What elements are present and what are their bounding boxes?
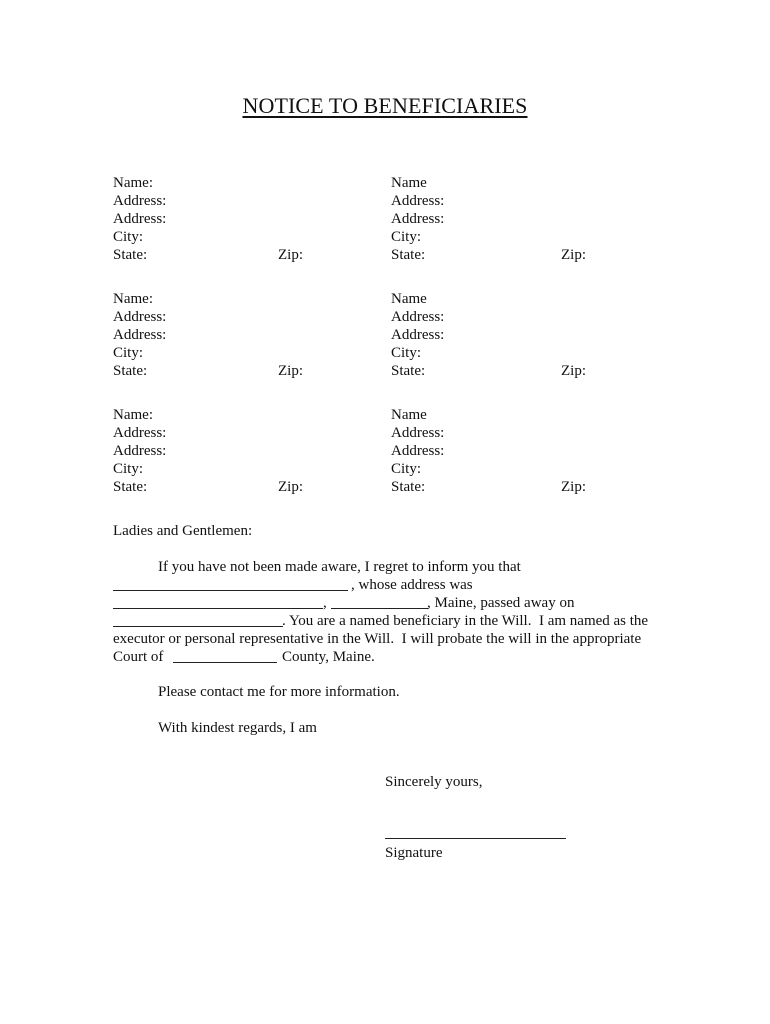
recipient-3-address2-label: Address: bbox=[113, 327, 167, 343]
recipient-1-state-label: State: bbox=[113, 247, 148, 263]
county-blank[interactable] bbox=[173, 662, 277, 663]
recipient-6-address2-label: Address: bbox=[391, 443, 445, 459]
recipient-2-zip-label: Zip: bbox=[561, 247, 586, 263]
recipient-5-name-label: Name: bbox=[113, 407, 153, 423]
city-blank[interactable] bbox=[331, 608, 428, 609]
paragraph-1-line-6-court: Court of bbox=[113, 649, 164, 665]
signature-label: Signature bbox=[385, 845, 443, 861]
recipient-1-name-label: Name: bbox=[113, 175, 153, 191]
recipient-1-city-label: City: bbox=[113, 229, 144, 245]
recipient-3-zip-label: Zip: bbox=[278, 363, 303, 379]
recipient-4-name-label: Name bbox=[391, 291, 427, 307]
recipient-4-city-label: City: bbox=[391, 345, 422, 361]
recipient-5-zip-label: Zip: bbox=[278, 479, 303, 495]
paragraph-2: Please contact me for more information. bbox=[158, 684, 400, 700]
recipient-4-address-label: Address: bbox=[391, 309, 445, 325]
recipient-1-zip-label: Zip: bbox=[278, 247, 303, 263]
recipient-4-address2-label: Address: bbox=[391, 327, 445, 343]
paragraph-1-line-3-comma: , bbox=[323, 595, 327, 611]
recipient-5-state-label: State: bbox=[113, 479, 148, 495]
paragraph-1-line-5: executor or personal representative in the Will. I will probate the will in the appropriate bbox=[113, 631, 642, 647]
recipient-2-city-label: City: bbox=[391, 229, 422, 245]
recipient-5-address-label: Address: bbox=[113, 425, 167, 441]
recipient-3-address-label: Address: bbox=[113, 309, 167, 325]
closing: Sincerely yours, bbox=[385, 774, 483, 790]
recipient-5-city-label: City: bbox=[113, 461, 144, 477]
recipient-6-name-label: Name bbox=[391, 407, 427, 423]
paragraph-1-line-1: If you have not been made aware, I regret to inform you that bbox=[158, 559, 521, 575]
street-address-blank[interactable] bbox=[113, 608, 323, 609]
recipient-2-name-label: Name bbox=[391, 175, 427, 191]
recipient-6-city-label: City: bbox=[391, 461, 422, 477]
recipient-5-address2-label: Address: bbox=[113, 443, 167, 459]
recipient-2-address-label: Address: bbox=[391, 193, 445, 209]
recipient-6-address-label: Address: bbox=[391, 425, 445, 441]
recipient-4-state-label: State: bbox=[391, 363, 426, 379]
deceased-name-blank[interactable] bbox=[113, 590, 348, 591]
paragraph-1-line-4: . You are a named beneficiary in the Will. I am named as the bbox=[282, 613, 649, 629]
recipient-3-name-label: Name: bbox=[113, 291, 153, 307]
recipient-1-address2-label: Address: bbox=[113, 211, 167, 227]
paragraph-1-line-3: , Maine, passed away on bbox=[427, 595, 575, 611]
recipient-4-zip-label: Zip: bbox=[561, 363, 586, 379]
recipient-2-state-label: State: bbox=[391, 247, 426, 263]
recipient-6-zip-label: Zip: bbox=[561, 479, 586, 495]
recipient-3-city-label: City: bbox=[113, 345, 144, 361]
recipient-1-address-label: Address: bbox=[113, 193, 167, 209]
paragraph-1-line-6-county: County, Maine. bbox=[282, 649, 375, 665]
paragraph-3: With kindest regards, I am bbox=[158, 720, 317, 736]
recipient-6-state-label: State: bbox=[391, 479, 426, 495]
recipient-2-address2-label: Address: bbox=[391, 211, 445, 227]
salutation: Ladies and Gentlemen: bbox=[113, 523, 253, 539]
recipient-3-state-label: State: bbox=[113, 363, 148, 379]
signature-line[interactable] bbox=[385, 838, 566, 839]
page-title: NOTICE TO BENEFICIARIES bbox=[242, 93, 528, 118]
paragraph-1-line-2: , whose address was bbox=[351, 577, 473, 593]
date-of-death-blank[interactable] bbox=[113, 626, 283, 627]
